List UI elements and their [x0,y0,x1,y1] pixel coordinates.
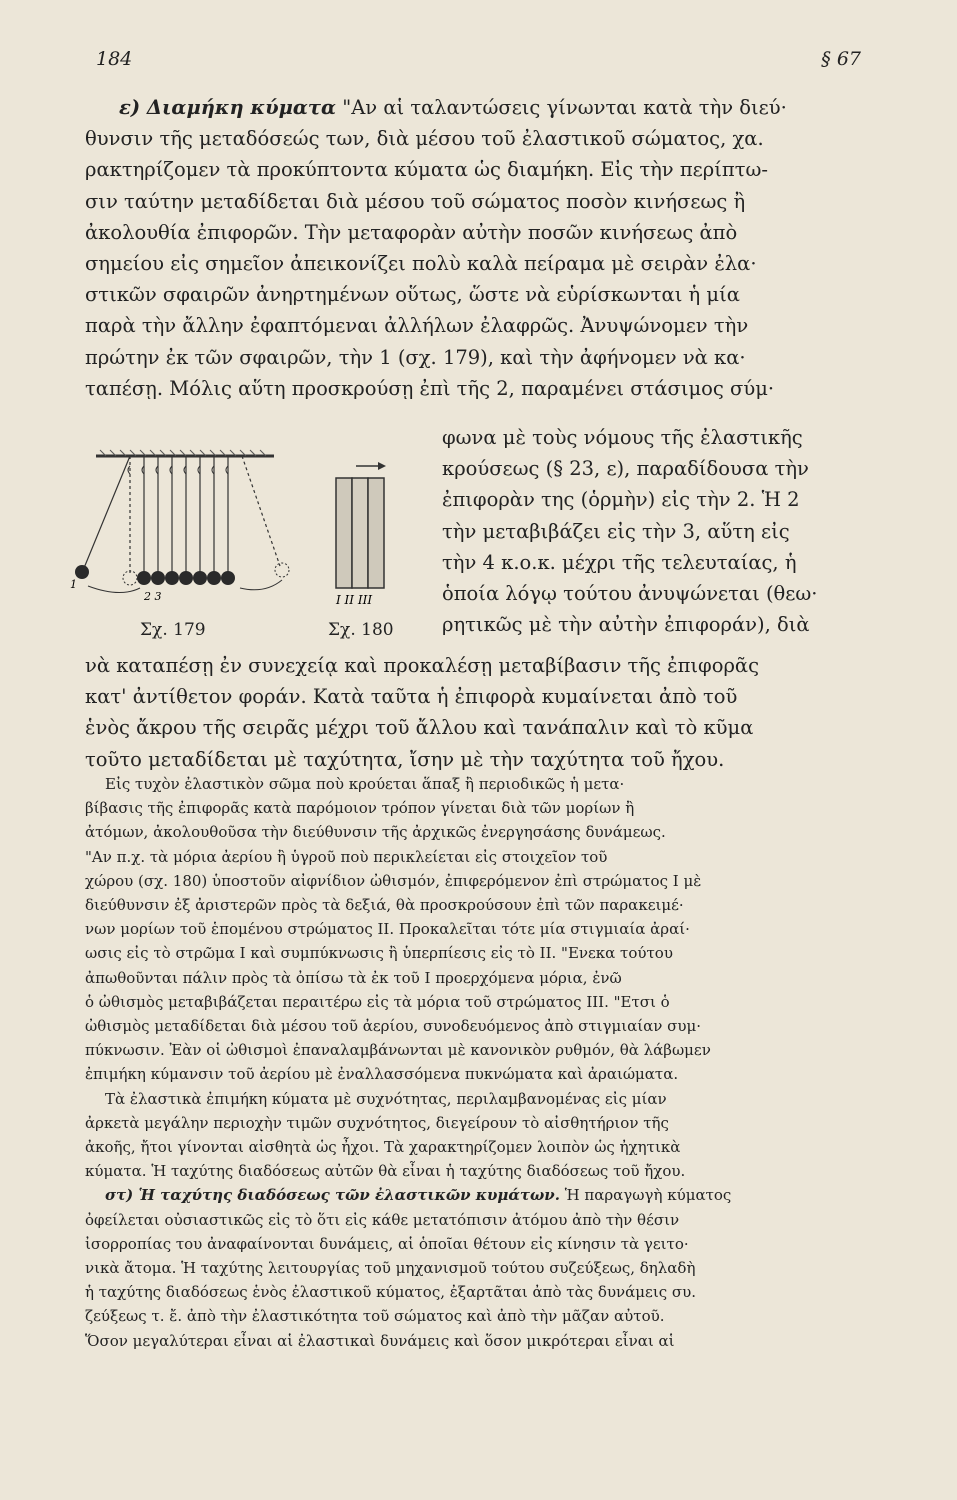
text-line: ὁποία λόγῳ τούτου ἀνυψώνεται (θεω· [442,582,818,606]
text-line: "Αν π.χ. τὰ μόρια ἀερίου ἢ ὑγροῦ ποὺ περικλείεται εἰς στοιχεῖον τοῦ [85,847,608,866]
pendulum-strings [84,456,280,574]
layer-ii [352,478,368,588]
pendulum-hooks [128,466,228,474]
text-line: ἀτόμων, ἀκολουθοῦσα τὴν διεύθυνσιν τῆς ἀρχικῶς ἐνεργησάσης δυνάμεως. [85,823,666,842]
section-e-continuation [85,650,885,775]
text-line: ἰσορροπίας του ἀναφαίνονται δυνάμεις, αἱ ὁποῖαι θέτουν εἰς κίνησιν τὰ γειτο· [85,1234,689,1253]
text-line: ἀρκετὰ μεγάλην περιοχὴν τιμῶν συχνότητος, διεγείρουν τὸ αἰσθητήριον τῆς [85,1113,669,1132]
text-line: χώρου (σχ. 180) ὑποστοῦν αἰφνίδιον ὠθισμόν, ἐπιφερόμενον ἐπὶ στρώματος I μὲ [85,871,702,890]
text-line: τὴν 4 κ.ο.κ. μέχρι τῆς τελευταίας, ἡ [442,550,797,574]
figure-label: 2 3 [144,590,162,603]
text-line: νὰ καταπέσῃ ἐν συνεχείᾳ καὶ προκαλέσῃ μεταβίβασιν τῆς ἐπιφορᾶς [85,654,760,677]
layer-i [336,478,352,588]
text-line: ζεύξεως τ. ἔ. ἀπὸ τὴν ἐλαστικότητα τοῦ σώματος καὶ ἀπὸ τὴν μᾶζαν αὐτοῦ. [85,1307,665,1326]
text-line: ρητικῶς μὲ τὴν αὐτὴν ἐπιφοράν), διὰ [442,613,810,637]
text-line: κύματα. Ἡ ταχύτης διαδόσεως αὐτῶν θὰ εἶναι ἡ ταχύτης διαδόσεως τοῦ ἤχου. [85,1162,686,1181]
text-line: τοῦτο μεταδίδεται μὲ ταχύτητα, ἴσην μὲ τὴν ταχύτητα τοῦ ἤχου. [85,747,725,771]
layer-iii [368,478,384,588]
text-line: πύκνωσιν. Ἐὰν οἱ ὠθισμοὶ ἐπαναλαμβάνωνται μὲ κανονικὸν ρυθμόν, θὰ λάβωμεν [85,1041,711,1060]
small-print-paragraph [85,772,885,1353]
text-line: ε) Διαμήκη κύματα "Αν αἱ ταλαντώσεις γίνωνται κατὰ τὴν διεύ· [119,96,787,119]
section-e-title: ε) Διαμήκη κύματα [119,96,337,119]
text-line: ἀκολουθία ἐπιφορῶν. Τὴν μεταφορὰν αὐτὴν ποσῶν κινήσεως ἀπὸ [85,220,738,244]
text-line: πρώτην ἐκ τῶν σφαιρῶν, τὴν 1 (σχ. 179), καὶ τὴν ἀφήνομεν νὰ κα· [85,345,746,369]
section-number: § 67 [821,48,861,70]
text-line: ωσις εἰς τὸ στρῶμα I καὶ συμπύκνωσις ἢ ὑπερπίεσις εἰς τὸ II. "Ενεκα τούτου [85,944,673,963]
text-line: βίβασις τῆς ἐπιφορᾶς κατὰ παρόμοιον τρόπον γίνεται διὰ τῶν μορίων ἢ [85,799,635,818]
pendulum-balls [75,563,289,585]
figure-180-layers [322,458,402,608]
text-line: τὴν μεταβιβάζει εἰς τὴν 3, αὕτη εἰς [442,519,790,543]
section-e-text [85,92,885,404]
figure-label: I II III [336,593,373,607]
text-line: Εἰς τυχὸν ἐλαστικὸν σῶμα ποὺ κρούεται ἅπαξ ἢ περιοδικῶς ἡ μετα· [105,775,625,793]
text-line: θυνσιν τῆς μεταδόσεώς των, διὰ μέσου τοῦ ἐλαστικοῦ σώματος, χα. [85,127,764,151]
text-line: σιν ταύτην μεταδίδεται διὰ μέσου τοῦ σώματος ποσὸν κινήσεως ἢ [85,189,746,213]
text-line: ἐπιφορὰν της (ὁρμὴν) εἰς τὴν 2. Ἡ 2 [442,488,800,512]
page-number: 184 [96,48,133,70]
text-line: νων μορίων τοῦ ἑπομένου στρώματος II. Προκαλεῖται τότε μία στιγμιαία ἀραί· [85,920,690,939]
text-line: ταπέσῃ. Μόλις αὕτη προσκρούσῃ ἐπὶ τῆς 2, παραμένει στάσιμος σύμ· [85,376,775,400]
text-line: σημείου εἰς σημεῖον ἀπεικονίζει πολὺ καλὰ πείραμα μὲ σειρὰν ἐλα· [85,252,757,276]
section-e-side-text [442,422,887,640]
text-line: ἑνὸς ἄκρου τῆς σειρᾶς μέχρι τοῦ ἄλλου καὶ τανάπαλιν καὶ τὸ κῦμα [85,716,754,740]
text-line: ρακτηρίζομεν τὰ προκύπτοντα κύματα ὡς διαμήκη. Εἰς τὴν περίπτω- [85,158,768,182]
figure-179-caption: Σχ. 179 [140,620,206,640]
swing-arc [88,586,140,593]
figure-180-caption: Σχ. 180 [328,620,394,640]
text-line: Ὅσον μεγαλύτεραι εἶναι αἱ ἐλαστικαὶ δυνάμεις καὶ ὅσον μικρότεραι εἶναι αἱ [85,1331,675,1350]
text-line: νικὰ ἄτομα. Ἡ ταχύτης λειτουργίας τοῦ μηχανισμοῦ τούτου συζεύξεως, δηλαδὴ [85,1259,696,1278]
figure-179-pendulum [60,448,300,608]
text-line: ὁ ὠθισμὸς μεταβιβάζεται περαιτέρω εἰς τὰ μόρια τοῦ στρώματος III. "Ετσι ὁ [85,992,670,1011]
text-line: διεύθυνσιν ἐξ ἀριστερῶν πρὸς τὰ δεξιά, θὰ προσκρούσουν ἐπὶ τῶν παρακειμέ· [85,896,684,915]
text-line: Τὰ ἐλαστικὰ ἐπιμήκη κύματα μὲ συχνότητας, περιλαμβανομένας εἰς μίαν [105,1089,667,1108]
text-line: ἀκοῆς, ἤτοι γίνονται αἰσθητὰ ὡς ἦχοι. Τὰ χαρακτηρίζομεν λοιπὸν ὡς ἠχητικὰ [85,1138,681,1157]
figure-label: 1 [70,578,77,591]
text-line: ἐπιμήκη κύμανσιν τοῦ ἀερίου μὲ ἐναλλασσόμενα πυκνώματα καὶ ἀραιώματα. [85,1065,679,1084]
text-line: κρούσεως (§ 23, ε), παραδίδουσα τὴν [442,457,809,481]
text-line: φωνα μὲ τοὺς νόμους τῆς ἐλαστικῆς [442,426,803,449]
swing-arc [240,580,282,590]
arrow-head [378,462,386,470]
text-line: ὠθισμὸς μεταδίδεται διὰ μέσου τοῦ ἀερίου, συνοδευόμενος ἀπὸ στιγμιαίαν συμ· [85,1017,702,1036]
text-line: στικῶν σφαιρῶν ἀνηρτημένων οὕτως, ὥστε νὰ εὑρίσκωνται ἡ μία [85,283,740,307]
text-line: ἀπωθοῦνται πάλιν πρὸς τὰ ὀπίσω τὰ ἐκ τοῦ I προερχόμενα μόρια, ἐνῶ [85,968,622,987]
text-line: παρὰ τὴν ἄλλην ἐφαπτόμεναι ἀλλήλων ἐλαφρῶς. Ἀνυψώνομεν τὴν [85,314,749,338]
section-st-title: στ) Ἡ ταχύτης διαδόσεως τῶν ἐλαστικῶν κυμάτων. [105,1186,560,1205]
text-line: κατ' ἀντίθετον φοράν. Κατὰ ταῦτα ἡ ἐπιφορὰ κυμαίνεται ἀπὸ τοῦ [85,685,738,709]
text-line: ὀφείλεται οὐσιαστικῶς εἰς τὸ ὅτι εἰς κάθε μετατόπισιν ἀτόμου ἀπὸ τὴν θέσιν [85,1210,680,1229]
text-line: ἡ ταχύτης διαδόσεως ἑνὸς ἐλαστικοῦ κύματος, ἐξαρτᾶται ἀπὸ τὰς δυνάμεις συ. [85,1283,697,1302]
text-line: στ) Ἡ ταχύτης διαδόσεως τῶν ἐλαστικῶν κυμάτων. Ἡ παραγωγὴ κύματος [105,1186,732,1205]
